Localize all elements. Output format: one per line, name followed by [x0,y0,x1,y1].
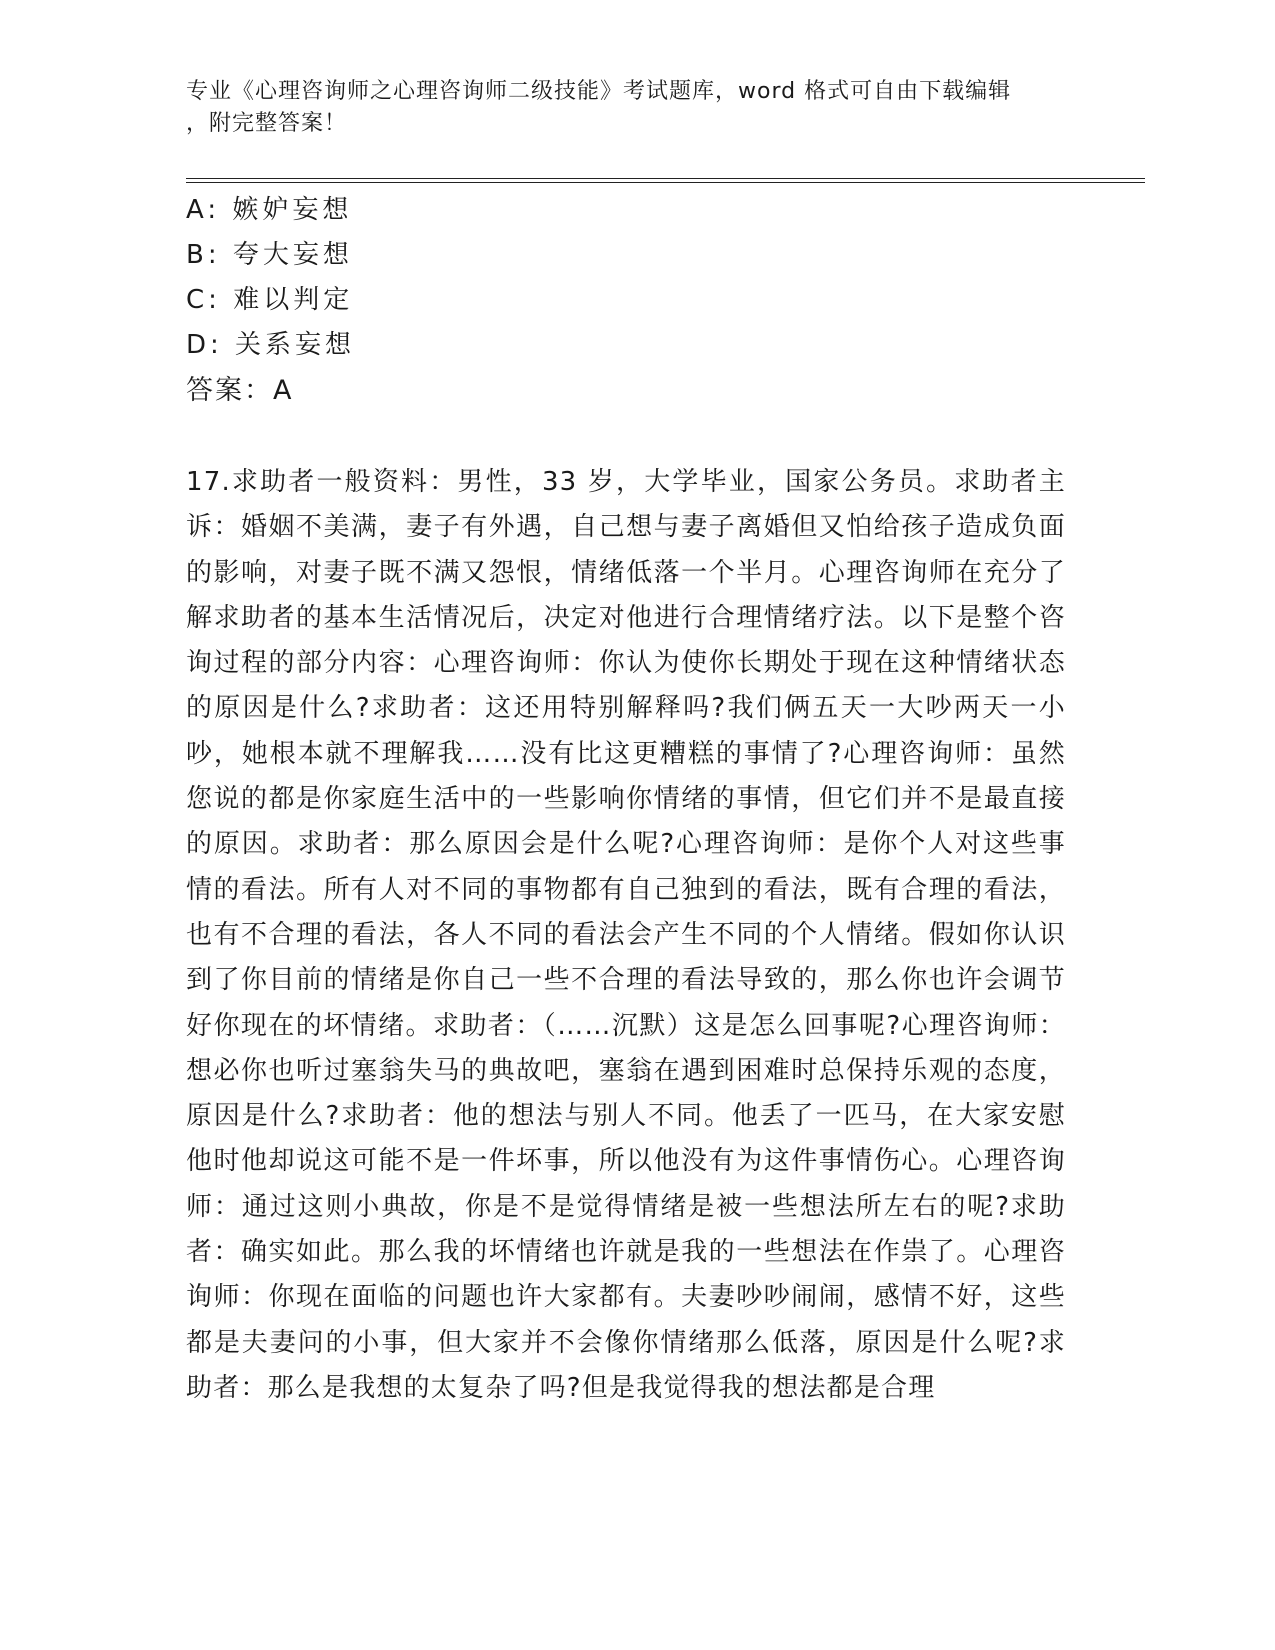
option-text: 难以判定 [233,285,354,315]
option-label: D: [186,330,223,360]
option-d [186,323,355,368]
option-label: A: [186,195,221,225]
page-header [186,76,1066,140]
header-line-1: 专业《心理咨询师之心理咨询师二级技能》考试题库，word 格式可自由下载编辑 [186,79,1012,104]
option-text: 关系妄想 [235,330,356,360]
answer-line [186,368,293,413]
header-divider-top [186,178,1145,179]
answer-value: A [273,375,294,406]
header-divider-bottom [186,182,1145,183]
option-label: B: [186,240,221,270]
option-text: 嫉妒妄想 [232,195,353,225]
option-text: 夸大妄想 [232,240,353,270]
question-text: 求助者一般资料：男性，33 岁，大学毕业，国家公务员。求助者主诉：婚姻不美满，妻子有外遇，自己想与妻子离婚但又怕给孩子造成负面的影响，对妻子既不满又怨恨，情绪低落一个半月。心理咨询师在充分了解求助者的基本生活情况后，决定对他进行合理情绪疗法。以下是整个咨询过程的部分内容：心理咨询师：你认为使你长期处于现在这种情绪状态的原因是什么?求助者：这还用特别解释吗?我们俩五天一大吵两天一小吵，她根本就不理解我……没有比这更糟糕的事情了?心理咨询师：虽然您说的都是你家庭生活中的一些影响你情绪的事情，但它们并不是最直接的原因。求助者：那么原因会是什么呢?心理咨询师：是你个人对这些事情的看法。所有人对不同的事物都有自己独到的看法，既有合理的看法，也有不合理的看法，各人不同的看法会产生不同的个人情绪。假如你认识到了你目前的情绪是你自己一些不合理的看法导致的，那么你也许会调节好你现在的坏情绪。求助者：（……沉默）这是怎么回事呢?心理咨询师：想必你也听过塞翁失马的典故吧，塞翁在遇到困难时总保持乐观的态度，原因是什么?求助者：他的想法与别人不同。他丢了一匹马，在大家安慰他时他却说这可能不是一件坏事，所以他没有为这件事情伤心。心理咨询师：通过这则小典故，你是不是觉得情绪是被一些想法所左右的呢?求助者：确实如此。那么我的坏情绪也许就是我的一些想法在作祟了。心理咨询师：你现在面临的问题也许大家都有。夫妻吵吵闹闹，感情不好，这些都是夫妻问的小事，但大家并不会像你情绪那么低落，原因是什么呢?求助者：那么是我想的太复杂了吗?但是我觉得我的想法都是合理 [186,467,1066,1403]
answer-options [186,188,355,368]
option-c [186,278,355,323]
option-a [186,188,355,233]
header-line-2: ，附完整答案！ [186,111,348,136]
answer-label: 答案： [186,375,273,406]
option-label: C: [186,285,221,315]
question-17 [186,460,1066,1411]
option-b [186,233,355,278]
question-number: 17. [186,467,231,497]
